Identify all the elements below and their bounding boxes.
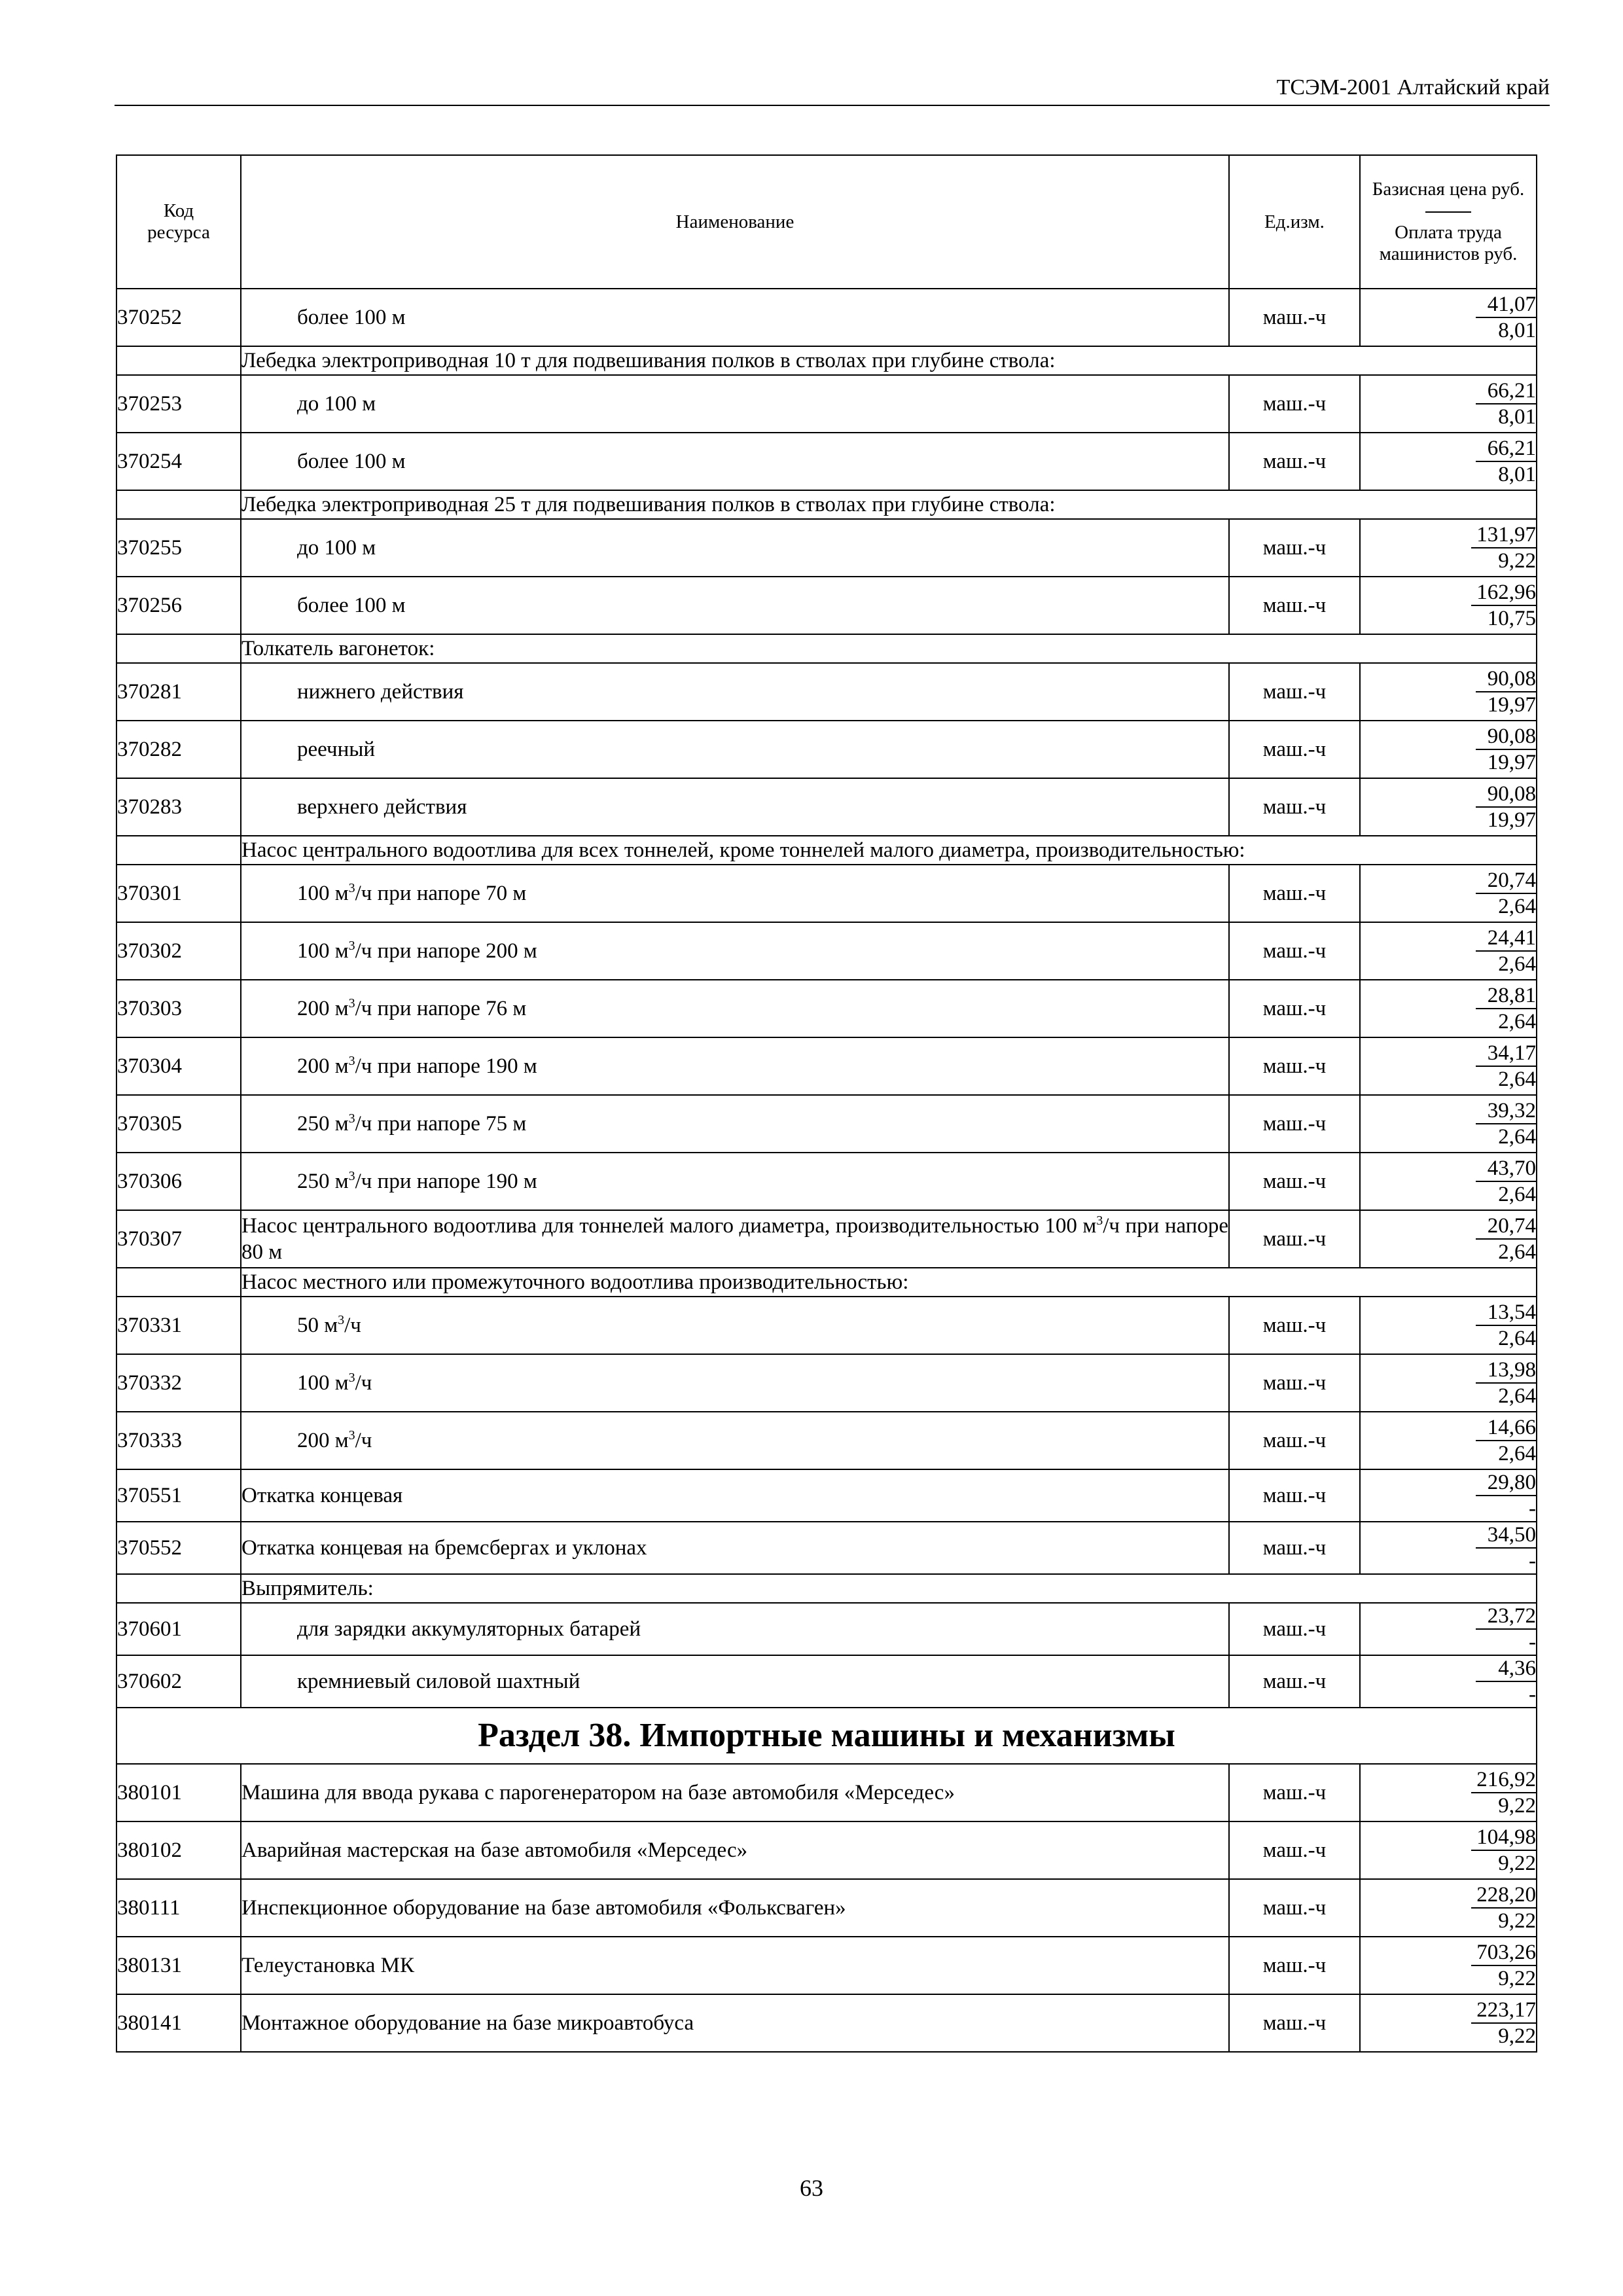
table-row: [116, 433, 1537, 490]
resource-code: 370331: [116, 1297, 241, 1354]
resource-name: более 100 м: [241, 289, 1229, 346]
operator-wage: 9,22: [1498, 1852, 1536, 1875]
resource-price: [1360, 1469, 1537, 1522]
group-code-cell: [116, 836, 241, 865]
group-code-cell: [116, 490, 241, 519]
resource-code: 370332: [116, 1354, 241, 1412]
resource-code: 380131: [116, 1937, 241, 1994]
resource-code: 370281: [116, 663, 241, 721]
operator-wage: 9,22: [1498, 1909, 1536, 1933]
resource-code: 370252: [116, 289, 241, 346]
resource-price: [1360, 1522, 1537, 1574]
resource-price: [1360, 1994, 1537, 2052]
operator-wage: 10,75: [1487, 607, 1536, 630]
resource-price: [1360, 519, 1537, 577]
table-header-row: [116, 155, 1537, 289]
resource-name: Откатка концевая: [241, 1469, 1229, 1522]
header-price-labor: Оплата труда машинистов руб.: [1379, 222, 1518, 264]
table-row: [116, 1764, 1537, 1821]
operator-wage: 2,64: [1498, 1327, 1536, 1350]
resource-unit: маш.-ч: [1229, 1153, 1360, 1210]
group-heading-row: [116, 634, 1537, 663]
resource-code: 370256: [116, 577, 241, 634]
resource-name: реечный: [241, 721, 1229, 778]
operator-wage: 8,01: [1498, 463, 1536, 486]
resource-name: 250 $м^3/ч$ при напоре 75 м: [241, 1095, 1229, 1153]
operator-wage: -: [1529, 1630, 1536, 1654]
resource-code: 380101: [116, 1764, 241, 1821]
table-row: [116, 1994, 1537, 2052]
running-title: ТСЭМ-2001 Алтайский край: [115, 73, 1550, 106]
table-row: [116, 1655, 1537, 1708]
operator-wage: 2,64: [1498, 952, 1536, 976]
table-row: [116, 1603, 1537, 1655]
group-code-cell: [116, 346, 241, 375]
resource-price: [1360, 289, 1537, 346]
resource-name: для зарядки аккумуляторных батарей: [241, 1603, 1229, 1655]
operator-wage: 9,22: [1498, 1967, 1536, 1990]
table-row: [116, 865, 1537, 922]
resource-unit: маш.-ч: [1229, 1937, 1360, 1994]
resource-price: [1360, 1821, 1537, 1879]
base-price: 34,17: [1476, 1041, 1536, 1067]
operator-wage: 2,64: [1498, 1010, 1536, 1033]
base-price: 24,41: [1476, 925, 1536, 952]
base-price: 43,70: [1476, 1156, 1536, 1182]
operator-wage: 9,22: [1498, 549, 1536, 573]
base-price: 90,08: [1476, 666, 1536, 692]
operator-wage: 2,64: [1498, 895, 1536, 918]
resource-price: [1360, 1412, 1537, 1469]
resource-unit: маш.-ч: [1229, 1412, 1360, 1469]
resource-unit: маш.-ч: [1229, 721, 1360, 778]
resource-name: более 100 м: [241, 577, 1229, 634]
table-row: [116, 980, 1537, 1037]
resource-price: [1360, 1879, 1537, 1937]
resource-code: 370283: [116, 778, 241, 836]
resource-code: 370302: [116, 922, 241, 980]
operator-wage: 2,64: [1498, 1067, 1536, 1091]
group-code-cell: [116, 1268, 241, 1297]
resource-unit: маш.-ч: [1229, 1469, 1360, 1522]
resource-code: 370301: [116, 865, 241, 922]
base-price: 14,66: [1476, 1415, 1536, 1441]
resource-unit: маш.-ч: [1229, 375, 1360, 433]
resource-code: 370601: [116, 1603, 241, 1655]
operator-wage: 2,64: [1498, 1384, 1536, 1408]
resource-code: 370551: [116, 1469, 241, 1522]
table-row: [116, 1821, 1537, 1879]
table-row: [116, 1412, 1537, 1469]
resource-unit: маш.-ч: [1229, 1821, 1360, 1879]
resource-code: 370254: [116, 433, 241, 490]
resource-name: 50 $м^3/ч$: [241, 1297, 1229, 1354]
resource-price: [1360, 778, 1537, 836]
table-row: [116, 1469, 1537, 1522]
resource-price: [1360, 1764, 1537, 1821]
resource-code: 370255: [116, 519, 241, 577]
resource-code: 370307: [116, 1210, 241, 1268]
resource-price: [1360, 1210, 1537, 1268]
base-price: 162,96: [1471, 580, 1536, 606]
table-row: [116, 1210, 1537, 1268]
group-heading-row: [116, 346, 1537, 375]
base-price: 228,20: [1471, 1882, 1536, 1909]
resource-code: 370305: [116, 1095, 241, 1153]
base-price: 23,72: [1476, 1604, 1536, 1630]
group-heading: Лебедка электроприводная 25 т для подвешивания полков в стволах при глубине ствола:: [241, 490, 1537, 519]
table-row: [116, 1037, 1537, 1095]
group-heading: Насос центрального водоотлива для всех тоннелей, кроме тоннелей малого диаметра, производительностью:: [241, 836, 1537, 865]
group-heading-row: [116, 1574, 1537, 1603]
header-code: Код ресурса: [116, 155, 241, 289]
resource-name: Аварийная мастерская на базе автомобиля «Мерседес»: [241, 1821, 1229, 1879]
resource-name: 200 $м^3/ч$ при напоре 76 м: [241, 980, 1229, 1037]
table-row: [116, 721, 1537, 778]
resource-name: 250 $м^3/ч$ при напоре 190 м: [241, 1153, 1229, 1210]
header-price-base: Базисная цена руб.: [1372, 179, 1525, 200]
group-heading: Насос местного или промежуточного водоотлива производительностью:: [241, 1268, 1537, 1297]
header-name: Наименование: [241, 155, 1229, 289]
resource-unit: маш.-ч: [1229, 980, 1360, 1037]
resource-price: [1360, 1037, 1537, 1095]
resource-price-table: [116, 154, 1537, 2053]
resource-unit: маш.-ч: [1229, 865, 1360, 922]
section-title: Раздел 38. Импортные машины и механизмы: [116, 1708, 1537, 1764]
operator-wage: -: [1529, 1549, 1536, 1573]
resource-code: 380141: [116, 1994, 241, 2052]
resource-unit: маш.-ч: [1229, 1655, 1360, 1708]
resource-name: более 100 м: [241, 433, 1229, 490]
table-body: [116, 289, 1537, 2052]
operator-wage: 19,97: [1487, 693, 1536, 717]
group-heading: Толкатель вагонеток:: [241, 634, 1537, 663]
resource-unit: маш.-ч: [1229, 663, 1360, 721]
resource-unit: маш.-ч: [1229, 922, 1360, 980]
resource-name: нижнего действия: [241, 663, 1229, 721]
resource-code: 370306: [116, 1153, 241, 1210]
resource-name: 100 $м^3/ч$ при напоре 70 м: [241, 865, 1229, 922]
group-heading-row: [116, 836, 1537, 865]
group-code-cell: [116, 1574, 241, 1603]
resource-name: до 100 м: [241, 375, 1229, 433]
table-row: [116, 663, 1537, 721]
resource-unit: маш.-ч: [1229, 1522, 1360, 1574]
table-row: [116, 1297, 1537, 1354]
resource-name: кремниевый силовой шахтный: [241, 1655, 1229, 1708]
resource-unit: маш.-ч: [1229, 1095, 1360, 1153]
base-price: 41,07: [1476, 292, 1536, 318]
base-price: 20,74: [1476, 1213, 1536, 1240]
resource-name: Монтажное оборудование на базе микроавтобуса: [241, 1994, 1229, 2052]
section-heading-row: [116, 1708, 1537, 1764]
base-price: 20,74: [1476, 868, 1536, 894]
table-row: [116, 289, 1537, 346]
resource-code: 370552: [116, 1522, 241, 1574]
resource-unit: маш.-ч: [1229, 433, 1360, 490]
base-price: 39,32: [1476, 1098, 1536, 1124]
table-row: [116, 1095, 1537, 1153]
base-price: 223,17: [1471, 1998, 1536, 2024]
base-price: 66,21: [1476, 436, 1536, 462]
table-row: [116, 375, 1537, 433]
operator-wage: 9,22: [1498, 2024, 1536, 2048]
resource-name: Инспекционное оборудование на базе автомобиля «Фольксваген»: [241, 1879, 1229, 1937]
base-price: 13,98: [1476, 1357, 1536, 1384]
group-code-cell: [116, 634, 241, 663]
resource-price: [1360, 1655, 1537, 1708]
resource-price: [1360, 577, 1537, 634]
resource-code: 370602: [116, 1655, 241, 1708]
resource-price: [1360, 1937, 1537, 1994]
resource-name: 100 $м^3/ч$: [241, 1354, 1229, 1412]
resource-unit: маш.-ч: [1229, 1764, 1360, 1821]
operator-wage: 2,64: [1498, 1240, 1536, 1264]
base-price: 104,98: [1471, 1825, 1536, 1851]
resource-unit: маш.-ч: [1229, 519, 1360, 577]
resource-code: 370333: [116, 1412, 241, 1469]
table-row: [116, 519, 1537, 577]
resource-unit: маш.-ч: [1229, 1879, 1360, 1937]
operator-wage: 8,01: [1498, 319, 1536, 342]
table-row: [116, 1522, 1537, 1574]
header-price: [1360, 155, 1537, 289]
group-heading: Выпрямитель:: [241, 1574, 1537, 1603]
resource-unit: маш.-ч: [1229, 1354, 1360, 1412]
header-unit: Ед.изм.: [1229, 155, 1360, 289]
resource-unit: маш.-ч: [1229, 1210, 1360, 1268]
resource-price: [1360, 1153, 1537, 1210]
table-row: [116, 1937, 1537, 1994]
resource-price: [1360, 1354, 1537, 1412]
resource-price: [1360, 865, 1537, 922]
group-heading-row: [116, 490, 1537, 519]
table-row: [116, 1879, 1537, 1937]
base-price: 66,21: [1476, 378, 1536, 404]
resource-name: Телеустановка МК: [241, 1937, 1229, 1994]
resource-price: [1360, 1603, 1537, 1655]
resource-name: Машина для ввода рукава с парогенератором на базе автомобиля «Мерседес»: [241, 1764, 1229, 1821]
resource-unit: маш.-ч: [1229, 1037, 1360, 1095]
resource-name: 200 $м^3/ч$: [241, 1412, 1229, 1469]
resource-code: 370253: [116, 375, 241, 433]
base-price: 4,36: [1476, 1656, 1536, 1682]
operator-wage: 9,22: [1498, 1794, 1536, 1818]
base-price: 34,50: [1476, 1522, 1536, 1549]
resource-name: верхнего действия: [241, 778, 1229, 836]
base-price: 216,92: [1471, 1767, 1536, 1793]
resource-name: 200 $м^3/ч$ при напоре 190 м: [241, 1037, 1229, 1095]
resource-unit: маш.-ч: [1229, 1994, 1360, 2052]
resource-price: [1360, 375, 1537, 433]
table-row: [116, 922, 1537, 980]
resource-price: [1360, 433, 1537, 490]
resource-code: 370282: [116, 721, 241, 778]
resource-price: [1360, 1297, 1537, 1354]
resource-price: [1360, 721, 1537, 778]
operator-wage: -: [1529, 1683, 1536, 1706]
operator-wage: 8,01: [1498, 405, 1536, 429]
operator-wage: 2,64: [1498, 1442, 1536, 1465]
base-price: 29,80: [1476, 1470, 1536, 1496]
resource-name: Откатка концевая на бремсбергах и уклонах: [241, 1522, 1229, 1574]
table-row: [116, 1153, 1537, 1210]
operator-wage: 2,64: [1498, 1125, 1536, 1149]
page-number: 63: [800, 2175, 823, 2201]
resource-code: 380111: [116, 1879, 241, 1937]
resource-code: 370303: [116, 980, 241, 1037]
resource-unit: маш.-ч: [1229, 1297, 1360, 1354]
table-row: [116, 778, 1537, 836]
base-price: 703,26: [1471, 1940, 1536, 1966]
resource-unit: маш.-ч: [1229, 778, 1360, 836]
resource-price: [1360, 1095, 1537, 1153]
resource-price: [1360, 922, 1537, 980]
resource-price: [1360, 663, 1537, 721]
resource-name: до 100 м: [241, 519, 1229, 577]
group-heading-row: [116, 1268, 1537, 1297]
operator-wage: -: [1529, 1497, 1536, 1520]
group-heading: Лебедка электроприводная 10 т для подвешивания полков в стволах при глубине ствола:: [241, 346, 1537, 375]
resource-code: 370304: [116, 1037, 241, 1095]
resource-name: Насос центрального водоотлива для тоннелей малого диаметра, производительностью 100 $м^3/ч$ при напоре 80 м: [241, 1210, 1229, 1268]
resource-unit: маш.-ч: [1229, 289, 1360, 346]
base-price: 28,81: [1476, 983, 1536, 1009]
base-price: 131,97: [1471, 522, 1536, 548]
table-row: [116, 1354, 1537, 1412]
base-price: 90,08: [1476, 781, 1536, 808]
resource-code: 380102: [116, 1821, 241, 1879]
base-price: 90,08: [1476, 724, 1536, 750]
base-price: 13,54: [1476, 1300, 1536, 1326]
resource-unit: маш.-ч: [1229, 1603, 1360, 1655]
resource-price: [1360, 980, 1537, 1037]
table-row: [116, 577, 1537, 634]
resource-unit: маш.-ч: [1229, 577, 1360, 634]
operator-wage: 19,97: [1487, 808, 1536, 832]
resource-name: 100 $м^3/ч$ при напоре 200 м: [241, 922, 1229, 980]
operator-wage: 2,64: [1498, 1183, 1536, 1206]
operator-wage: 19,97: [1487, 751, 1536, 774]
